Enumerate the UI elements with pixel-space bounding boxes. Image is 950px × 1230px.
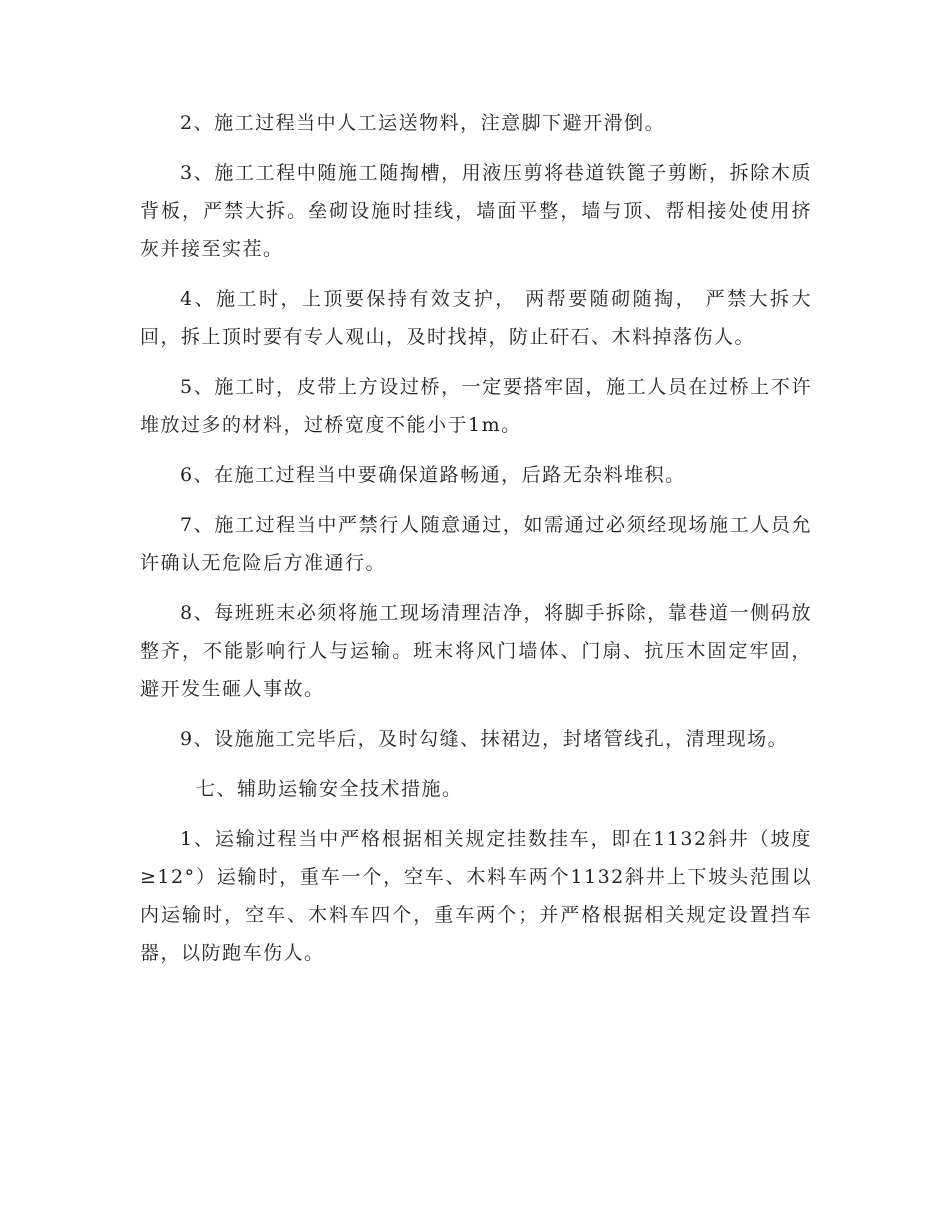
paragraph-3: 3、施工工程中随施工随掏槽，用液压剪将巷道铁篦子剪断，拆除木质背板，严禁大拆。垒砌设施时挂线，墙面平整，墙与顶、帮相接处使用挤灰并接至实茬。 bbox=[140, 162, 812, 260]
section-paragraph-1: 1、运输过程当中严格根据相关规定挂数挂车，即在1132斜井（坡度≥12°）运输时，重车一个，空车、木料车两个1132斜井上下坡头范围以内运输时，空车、木料车四个，重车两个；并严格根据相关规定设置挡车器，以防跑车伤人。 bbox=[140, 828, 812, 964]
section-heading: 七、辅助运输安全技术措施。 bbox=[196, 778, 463, 800]
paragraph-9: 9、设施施工完毕后，及时勾缝、抹裙边，封堵管线孔，清理现场。 bbox=[180, 728, 789, 750]
paragraph-2: 2、施工过程当中人工运送物料，注意脚下避开滑倒。 bbox=[180, 112, 666, 134]
paragraph-8: 8、每班班末必须将施工现场清理洁净，将脚手拆除，靠巷道一侧码放整齐，不能影响行人与运输。班末将风门墙体、门扇、抗压木固定牢固，避开发生砸人事故。 bbox=[140, 602, 812, 700]
paragraph-4: 4、施工时，上顶要保持有效支护， 两帮要随砌随掏， 严禁大拆大回，拆上顶时要有专人观山，及时找掉，防止矸石、木料掉落伤人。 bbox=[140, 288, 812, 348]
paragraph-7: 7、施工过程当中严禁行人随意通过，如需通过必须经现场施工人员允许确认无危险后方准通行。 bbox=[140, 514, 812, 574]
paragraph-5: 5、施工时，皮带上方设过桥，一定要搭牢固，施工人员在过桥上不许堆放过多的材料，过桥宽度不能小于1m。 bbox=[140, 376, 812, 436]
paragraph-6: 6、在施工过程当中要确保道路畅通，后路无杂料堆积。 bbox=[180, 464, 686, 486]
document-body bbox=[140, 104, 812, 984]
